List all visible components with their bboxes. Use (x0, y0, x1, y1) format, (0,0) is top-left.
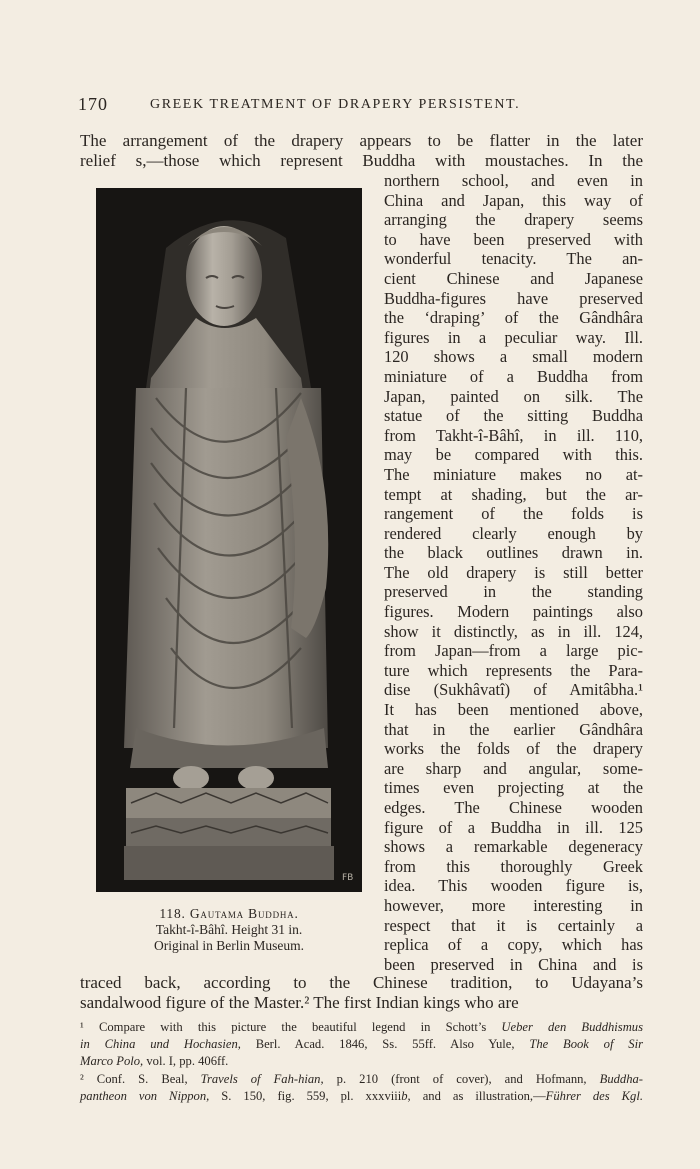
body-line: times even projecting at the (384, 778, 643, 798)
body-line: respect that it is certainly a (384, 915, 643, 935)
body-line: preserved in the standing (384, 582, 643, 602)
caption-title: 118. Gautama Buddha. (159, 906, 299, 921)
body-line: however, more interesting in (384, 895, 643, 915)
running-head (78, 94, 644, 118)
body-line: rendered clearly enough by (384, 523, 643, 543)
body-line: Buddha-figures have preserved (384, 288, 643, 308)
footnote-2-line-1: ² Conf. S. Beal, Travels of Fah-hian, p. 210 (front of cover), and Hofmann, Buddha- (80, 1072, 643, 1086)
engraver-monogram: FB (342, 873, 354, 883)
body-line: miniature of a Buddha from (384, 366, 643, 386)
body-line: tempt at shading, but the ar- (384, 484, 643, 504)
body-line: It has been mentioned above, (384, 700, 643, 720)
body-line: edges. The Chinese wooden (384, 798, 643, 817)
body-line: shows a remarkable degeneracy (384, 837, 643, 857)
footnote-1-line-1: ¹ Compare with this picture the beautiful legend in Schott’s Ueber den Buddhismus (80, 1020, 643, 1034)
body-line: from Takht-î-Bâhî, in ill. 110, (384, 425, 643, 445)
footnote-1-line-3: Marco Polo, vol. I, pp. 406ff. (80, 1054, 229, 1068)
body-line: that in the earlier Gândhâra (384, 719, 643, 739)
figure-caption (96, 906, 362, 954)
body-line: sandalwood figure of the Master.² The first Indian kings who are (80, 993, 519, 1012)
body-line: replica of a copy, which has (384, 935, 643, 955)
body-line: traced back, according to the Chinese tradition, to Udayana’s (80, 973, 643, 992)
body-line: The arrangement of the drapery appears to be flatter in the later (80, 131, 643, 150)
body-line: cient Chinese and Japanese (384, 268, 643, 288)
wrapped-text-column (384, 171, 643, 974)
footnote-1-line-2: in China und Hochasien, Berl. Acad. 1846, Ss. 55ff. Also Yule, The Book of Sir (80, 1037, 643, 1051)
body-line: the ‘draping’ of the Gândhâra (384, 308, 643, 328)
caption-museum: Original in Berlin Museum. (154, 938, 304, 953)
body-line: figure of a Buddha in ill. 125 (384, 817, 643, 837)
body-line: wonderful tenacity. The an- (384, 249, 643, 269)
body-line: 120 shows a small modern (384, 347, 643, 367)
body-line: China and Japan, this way of (384, 190, 643, 210)
body-line: The old drapery is still better (384, 562, 643, 582)
body-line: northern school, and even in (384, 171, 643, 190)
buddha-statue-photograph (96, 188, 362, 892)
body-line: relief s,—those which represent Buddha with moustaches. In the (80, 151, 643, 170)
statue-illustration (96, 188, 362, 892)
page-number: 170 (78, 94, 108, 114)
body-line: been preserved in China and is (384, 954, 643, 974)
body-line: idea. This wooden figure is, (384, 876, 643, 896)
body-line: statue of the sitting Buddha (384, 406, 643, 426)
body-line: from Japan—from a large pic- (384, 641, 643, 661)
body-line: figures in a peculiar way. Ill. (384, 327, 643, 347)
running-title: GREEK TREATMENT OF DRAPERY PERSISTENT. (150, 97, 521, 112)
body-line: may be compared with this. (384, 445, 643, 465)
body-line: ture which represents the Para- (384, 660, 643, 680)
body-line: rangement of the folds is (384, 504, 643, 524)
body-line: The miniature makes no at- (384, 464, 643, 484)
body-line: figures. Modern paintings also (384, 602, 643, 622)
caption-location: Takht-î-Bâhî. Height 31 in. (155, 922, 303, 937)
body-line: to have been preserved with (384, 229, 643, 249)
body-line: arranging the drapery seems (384, 210, 643, 230)
body-line: are sharp and angular, some- (384, 758, 643, 778)
footnote-2-line-2: pantheon von Nippon, S. 150, fig. 559, pl. xxxviiib, and as illustration,—Führer des Kgl. (80, 1089, 644, 1103)
body-line: dise (Sukhâvatî) of Amitâbha.¹ (384, 680, 643, 700)
body-line: show it distinctly, as in ill. 124, (384, 621, 643, 641)
body-line: works the folds of the drapery (384, 739, 643, 759)
body-line: Japan, painted on silk. The (384, 386, 643, 406)
body-line: from this thoroughly Greek (384, 856, 643, 876)
body-line: the black outlines drawn in. (384, 543, 643, 563)
